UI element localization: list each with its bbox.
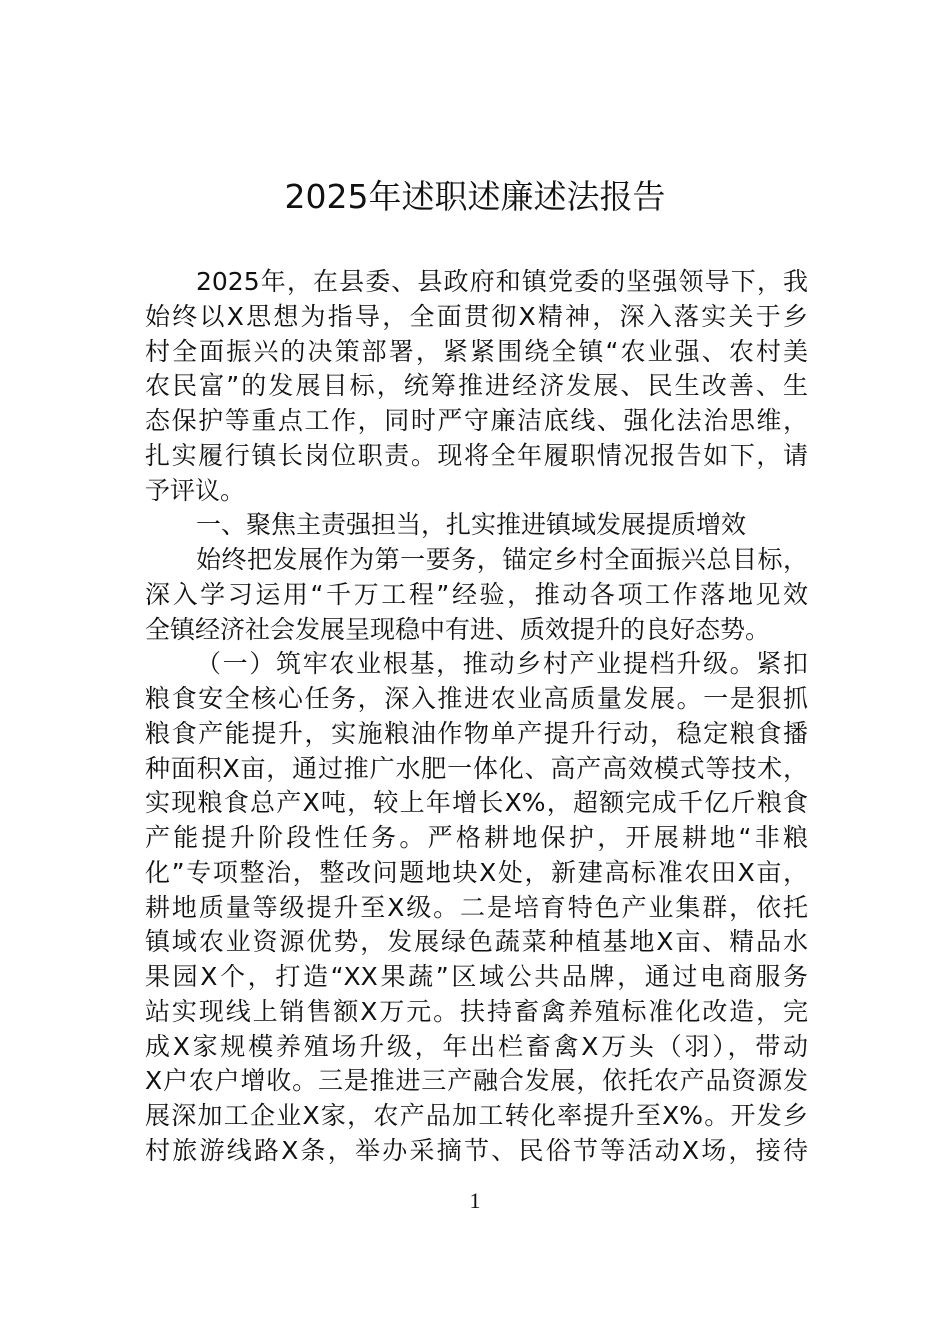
- text-line: 种面积X亩，通过推广水肥一体化、高产高效模式等技术，: [145, 753, 808, 783]
- text-line: 予评议。: [145, 475, 246, 505]
- paragraph-intro: [145, 265, 808, 508]
- text-line: 成X家规模养殖场升级，年出栏畜禽X万头（羽），带动: [145, 1031, 808, 1061]
- text-line: X户农户增收。三是推进三产融合发展，依托农产品资源发: [145, 1066, 808, 1096]
- text-line: 2025年，在县委、县政府和镇党委的坚强领导下，我: [196, 267, 808, 296]
- text-line: 化”专项整治，整改问题地块X处，新建高标准农田X亩，: [145, 857, 808, 887]
- text-line: 始终把发展作为第一要务，锚定乡村全面振兴总目标，: [196, 545, 808, 574]
- heading-line: 一、聚焦主责强担当，扎实推进镇域发展提质增效: [196, 510, 747, 540]
- text-line: 展深加工企业X家，农产品加工转化率提升至X%。开发乡: [145, 1101, 808, 1130]
- section-heading-1: [145, 508, 808, 543]
- paragraph-agriculture: [145, 647, 808, 1168]
- text-line: 粮食产能提升，实施粮油作物单产提升行动，稳定粮食播: [145, 718, 808, 748]
- text-line: 农民富”的发展目标，统筹推进经济发展、民生改善、生: [145, 371, 808, 401]
- text-line: 产能提升阶段性任务。严格耕地保护，开展耕地“非粮: [145, 823, 808, 852]
- text-line: 扎实履行镇长岗位职责。现将全年履职情况报告如下，请: [145, 440, 808, 470]
- text-line: 站实现线上销售额X万元。扶持畜禽养殖标准化改造，完: [145, 996, 808, 1026]
- document-title: 2025年述职述廉述法报告: [284, 177, 666, 216]
- page-number: 1: [469, 1188, 481, 1213]
- text-line: 耕地质量等级提升至X级。二是培育特色产业集群，依托: [145, 892, 808, 922]
- text-line: 粮食安全核心任务，深入推进农业高质量发展。一是狠抓: [145, 684, 808, 713]
- document-body: [145, 265, 808, 1169]
- text-line: 村旅游线路X条，举办采摘节、民俗节等活动X场，接待: [145, 1135, 808, 1165]
- text-line: 深入学习运用“千万工程”经验，推动各项工作落地见效: [145, 579, 808, 609]
- text-line: 镇域农业资源优势，发展绿色蔬菜种植基地X亩、精品水: [145, 927, 808, 957]
- text-line: 始终以X思想为指导，全面贯彻X精神，深入落实关于乡: [145, 301, 808, 331]
- text-line: 全镇经济社会发展呈现稳中有进、质效提升的良好态势。: [145, 614, 771, 644]
- text-line: 实现粮食总产X吨，较上年增长X%，超额完成千亿斤粮食: [145, 788, 808, 818]
- text-line: 果园X个，打造“XX果蔬”区域公共品牌，通过电商服务: [145, 962, 808, 991]
- paragraph-section-1-intro: [145, 543, 808, 647]
- text-line: 态保护等重点工作，同时严守廉洁底线、强化法治思维，: [145, 406, 808, 435]
- text-line: 村全面振兴的决策部署，紧紧围绕全镇“农业强、农村美: [145, 336, 808, 366]
- text-line: （一）筑牢农业根基，推动乡村产业提档升级。紧扣: [196, 649, 808, 679]
